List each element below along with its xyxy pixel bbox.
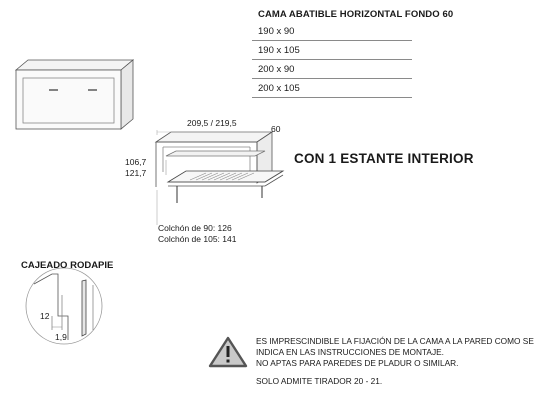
height-dimension-1: 106,7 — [125, 157, 147, 167]
size-row: 200 x 90 — [252, 60, 412, 79]
width-dimension: 209,5 / 219,5 — [187, 118, 237, 128]
closed-bed-drawing — [16, 60, 133, 129]
size-row: 200 x 105 — [252, 79, 412, 98]
warning-text — [256, 336, 534, 369]
warning-line: NO APTAS PARA PAREDES DE PLADUR O SIMILAR. — [256, 358, 459, 368]
warning-line: ES IMPRESCINDIBLE LA FIJACIÓN DE LA CAMA A LA PARED COMO SE — [256, 336, 534, 346]
depth-dimension: 60 — [271, 124, 281, 134]
product-title: CAMA ABATIBLE HORIZONTAL FONDO 60 — [258, 9, 454, 20]
open-bed-drawing — [156, 130, 283, 225]
warning-line: INDICA EN LAS INSTRUCCIONES DE MONTAJE. — [256, 347, 444, 357]
tirador-note: SOLO ADMITE TIRADOR 20 - 21. — [256, 376, 383, 386]
colchon-105-dimension: Colchón de 105: 141 — [158, 234, 237, 244]
rodapie-width-dimension: 1,9 — [55, 332, 67, 342]
size-row: 190 x 90 — [252, 22, 412, 41]
colchon-90-dimension: Colchón de 90: 126 — [158, 223, 232, 233]
rodapie-title: CAJEADO RODAPIE — [21, 260, 114, 271]
rodapie-height-dimension: 12 — [40, 311, 50, 321]
warning-triangle-icon — [210, 338, 246, 366]
height-dimension-2: 121,7 — [125, 168, 147, 178]
feature-heading: CON 1 ESTANTE INTERIOR — [294, 151, 474, 166]
size-row: 190 x 105 — [252, 41, 412, 60]
